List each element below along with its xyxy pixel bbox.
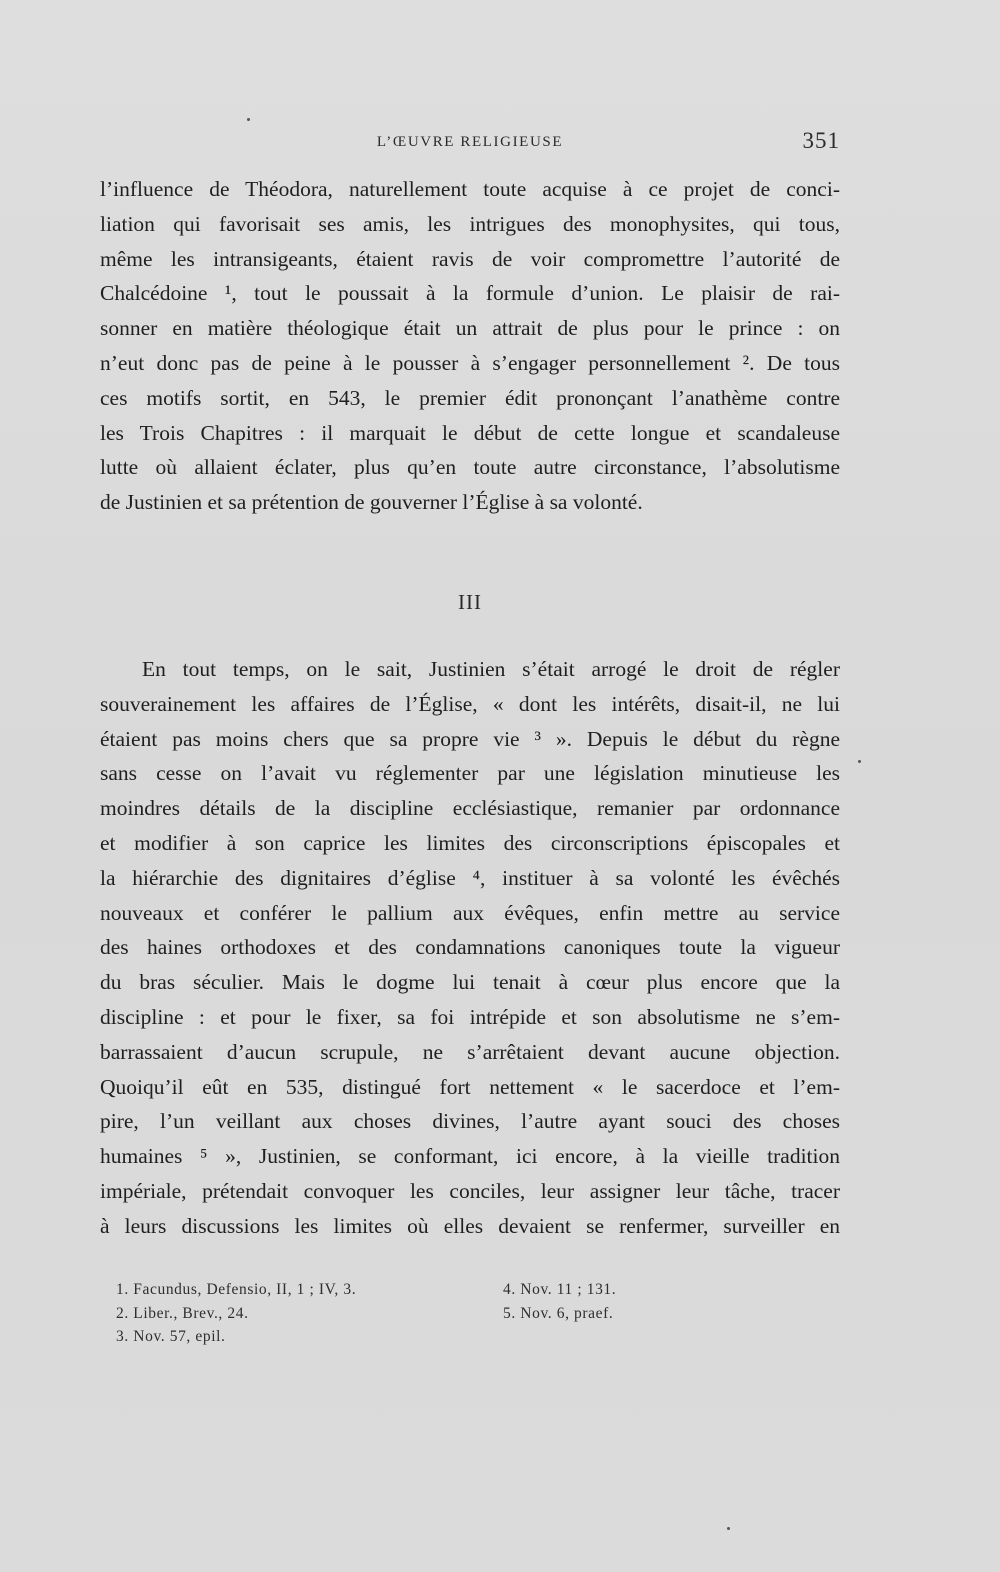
text-line: lutte où allaient éclater, plus qu’en toute autre circonstance, l’absolutisme [100, 455, 840, 480]
footnotes-right [503, 1278, 753, 1325]
text-line: la hiérarchie des dignitaires d’église ⁴, instituer à sa volonté les évêchés [100, 865, 840, 890]
footnote: 1. Facundus, Defensio, II, 1 ; IV, 3. [116, 1281, 357, 1298]
text-line: l’influence de Théodora, naturellement toute acquise à ce projet de conci- [100, 177, 840, 201]
section-heading: III [458, 590, 482, 614]
text-line: Chalcédoine ¹, tout le poussait à la formule d’union. Le plaisir de rai- [100, 281, 840, 306]
text-line: à leurs discussions les limites où elles devaient se renfermer, surveiller en [100, 1213, 840, 1238]
paragraph-2 [100, 652, 840, 1244]
text-line: n’eut donc pas de peine à le pousser à s’engager personnellement ². De tous [100, 350, 840, 375]
text-line: même les intransigeants, étaient ravis de voir compromettre l’autorité de [100, 246, 840, 271]
text-line: des haines orthodoxes et des condamnations canoniques toute la vigueur [100, 935, 840, 960]
text-line: barrassaient d’aucun scrupule, ne s’arrêtaient devant aucune objection. [100, 1039, 840, 1064]
running-head [100, 128, 840, 158]
text-line: discipline : et pour le fixer, sa foi intrépide et son absolutisme ne s’em- [100, 1004, 840, 1029]
text-line: moindres détails de la discipline ecclésiastique, remanier par ordonnance [100, 796, 840, 821]
paper-speck [247, 118, 250, 121]
footnotes-left [116, 1278, 456, 1349]
footnote: 5. Nov. 6, praef. [503, 1304, 614, 1322]
text-line: sans cesse on l’avait vu réglementer par une législation minutieuse les [100, 761, 840, 786]
text-line: En tout temps, on le sait, Justinien s’était arrogé le droit de régler [142, 657, 840, 681]
paper-speck [858, 760, 861, 763]
page-number: 351 [802, 128, 840, 153]
text-line: liation qui favorisait ses amis, les intrigues des monophysites, qui tous, [100, 211, 840, 236]
running-title: L’ŒUVRE RELIGIEUSE [376, 134, 564, 150]
paper-speck [727, 1527, 730, 1530]
text-line: nouveaux et conférer le pallium aux évêques, enfin mettre au service [100, 900, 840, 925]
text-line: humaines ⁵ », Justinien, se conformant, ici encore, à la vieille tradition [100, 1144, 840, 1169]
text-line: souverainement les affaires de l’Église, « dont les intérêts, disait-il, ne lui [100, 691, 840, 716]
text-line: sonner en matière théologique était un attrait de plus pour le prince : on [100, 316, 840, 341]
text-line: étaient pas moins chers que sa propre vie ³ ». Depuis le début du règne [100, 726, 840, 751]
text-line: les Trois Chapitres : il marquait le début de cette longue et scandaleuse [100, 420, 840, 445]
text-line: pire, l’un veillant aux choses divines, l’autre ayant souci des choses [100, 1109, 840, 1134]
text-line: impériale, prétendait convoquer les conciles, leur assigner leur tâche, tracer [100, 1178, 840, 1203]
text-line: ces motifs sortit, en 543, le premier édit prononçant l’anathème contre [100, 385, 840, 410]
footnote: 3. Nov. 57, epil. [116, 1328, 226, 1345]
text-line: et modifier à son caprice les limites des circonscriptions épiscopales et [100, 830, 840, 855]
text-line: du bras séculier. Mais le dogme lui tenait à cœur plus encore que la [100, 970, 840, 995]
text-line: de Justinien et sa prétention de gouverner l’Église à sa volonté. [100, 490, 643, 515]
text-line: Quoiqu’il eût en 535, distingué fort nettement « le sacerdoce et l’em- [100, 1074, 840, 1099]
footnote: 4. Nov. 11 ; 131. [503, 1281, 617, 1298]
footnote: 2. Liber., Brev., 24. [116, 1304, 249, 1322]
paragraph-1 [100, 172, 840, 520]
